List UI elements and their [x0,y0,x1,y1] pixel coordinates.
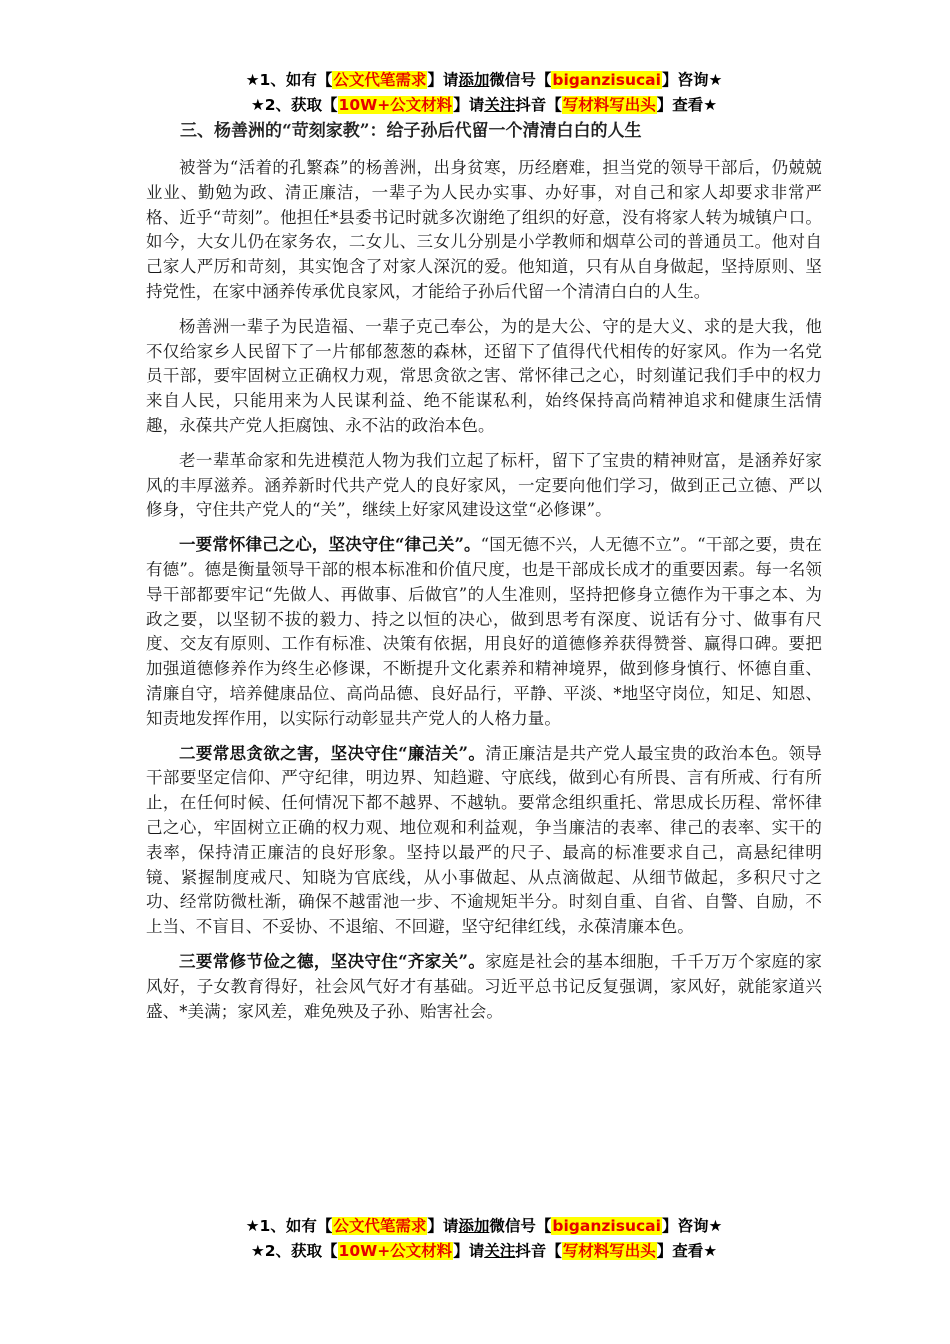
banner-highlight: 公文代笔需求 [333,1217,427,1235]
promo-banner-line-1 [146,68,822,93]
banner-text: 】请 [453,1242,485,1260]
paragraph-4 [146,533,822,731]
promo-banner-line-1 [146,1214,822,1239]
banner-text: 抖音【 [515,1242,562,1260]
banner-text: 微信号【 [489,1217,552,1235]
banner-highlight: 写材料写出头 [562,96,656,114]
banner-highlight: 写材料写出头 [562,1242,656,1260]
banner-text: ★1、如有【 [245,71,333,89]
paragraph-lead: 一要常怀律己之心，坚决守住“律己关”。 [179,535,481,555]
paragraph-text: 家庭是社会的基本细胞，千千万万个家庭的家风好，子女教育得好，社会风气好才有基础。习近平总书记反复强调，家风好，就能家道兴盛、*美满；家风差，难免殃及子孙、贻害社会。 [146,951,822,1021]
paragraph-3 [146,449,822,523]
banner-highlight: 公文代笔需求 [333,71,427,89]
banner-highlight: 10W+公文材料 [338,1242,453,1260]
promo-banner-line-2 [146,93,822,118]
paragraph-text: 老一辈革命家和先进模范人物为我们立起了标杆，留下了宝贵的精神财富，是涵养好家风的丰厚滋养。涵养新时代共产党人的良好家风，一定要向他们学习，做到正己立德、严以修身，守住共产党人的“关”，继续上好家风建设这堂“必修课”。 [146,450,822,520]
paragraph-text: 杨善洲一辈子为民造福、一辈子克己奉公，为的是大公、守的是大义、求的是大我，他不仅给家乡人民留下了一片郁郁葱葱的森林，还留下了值得代代相传的好家风。作为一名党员干部，要牢固树立正确权力观，常思贪欲之害、常怀律己之心，时刻谨记我们手中的权力来自人民，只能用来为人民谋利益、绝不能谋私利，始终保持高尚精神追求和健康生活情趣，永葆共产党人拒腐蚀、永不沾的政治本色。 [146,316,822,435]
paragraph-6 [146,950,822,1024]
banner-text: 】请 [453,96,485,114]
paragraph-text: 清正廉洁是共产党人最宝贵的政治本色。领导干部要坚定信仰、严守纪律，明边界、知趋避、守底线，做到心有所畏、言有所戒、行有所止，在任何时候、任何情况下都不越界、不越轨。要常念组织重托、常思成长历程、常怀律己之心，牢固树立正确的权力观、地位观和利益观，争当廉洁的表率、律己的表率、实干的表率，保持清正廉洁的良好形象。坚持以最严的尺子、最高的标准要求自己，高悬纪律明镜、紧握制度戒尺、知晓为官底线，从小事做起、从点滴做起、从细节做起，多积尺寸之功、经常防微杜渐，确保不越雷池一步、不逾规矩半分。时刻自重、自省、自警、自励，不上当、不盲目、不妥协、不退缩、不回避，坚守纪律红线，永葆清廉本色。 [146,743,822,937]
banner-text: 】查看★ [656,1242,718,1260]
paragraph-lead: 三要常修节俭之德，坚决守住“齐家关”。 [179,951,486,971]
banner-highlight: 10W+公文材料 [338,96,453,114]
banner-emphasis: 关注 [484,96,516,114]
paragraph-1 [146,156,822,305]
banner-emphasis: 关注 [484,1242,516,1260]
section-heading: 三、杨善洲的“苛刻家教”：给子孙后代留一个清清白白的人生 [180,121,642,141]
document-page [146,68,822,1034]
banner-text: 】请 [427,71,459,89]
banner-text: 】咨询★ [661,71,723,89]
banner-emphasis: 添加 [458,71,490,89]
banner-text: 微信号【 [489,71,552,89]
promo-banner-line-2 [146,1239,822,1264]
banner-text: ★1、如有【 [245,1217,333,1235]
paragraph-5 [146,742,822,940]
paragraph-2 [146,315,822,439]
banner-text: ★2、获取【 [250,1242,338,1260]
banner-text: 】请 [427,1217,459,1235]
banner-highlight: biganzisucai [552,71,661,89]
banner-text: 】咨询★ [661,1217,723,1235]
banner-highlight: biganzisucai [552,1217,661,1235]
banner-text: 抖音【 [515,96,562,114]
paragraph-text: 被誉为“活着的孔繁森”的杨善洲，出身贫寒，历经磨难，担当党的领导干部后，仍兢兢业业、勤勉为政、清正廉洁，一辈子为人民办实事、办好事，对自己和家人却要求非常严格、近乎“苛刻”。他担任*县委书记时就多次谢绝了组织的好意，没有将家人转为城镇户口。如今，大女儿仍在家务农，二女儿、三女儿分别是小学教师和烟草公司的普通员工。他对自己家人严厉和苛刻，其实饱含了对家人深沉的爱。他知道，只有从自身做起，坚持原则、坚持党性，在家中涵养传承优良家风，才能给子孙后代留一个清清白白的人生。 [146,158,822,301]
paragraph-text: “国无德不兴，人无德不立”。“干部之要，贵在有德”。德是衡量领导干部的根本标准和价值尺度，也是干部成长成才的重要因素。每一名领导干部都要牢记“先做人、再做事、后做官”的人生准则，坚持把修身立德作为干事之本、为政之要，以坚韧不拔的毅力、持之以恒的决心，做到思考有深度、说话有分寸、做事有尺度、交友有原则、工作有标准、决策有依据，用良好的道德修养获得赞誉、赢得口碑。要把加强道德修养作为终生必修课，不断提升文化素养和精神境界，做到修身慎行、怀德自重、清廉自守，培养健康品位、高尚品德、良好品行，平静、平淡、*地坚守岗位，知足、知恩、知责地发挥作用，以实际行动彰显共产党人的人格力量。 [146,535,822,728]
banner-text: 】查看★ [656,96,718,114]
banner-text: ★2、获取【 [250,96,338,114]
paragraph-lead: 二要常思贪欲之害，坚决守住“廉洁关”。 [179,743,486,763]
footer-banner [146,1214,822,1264]
banner-emphasis: 添加 [458,1217,490,1235]
